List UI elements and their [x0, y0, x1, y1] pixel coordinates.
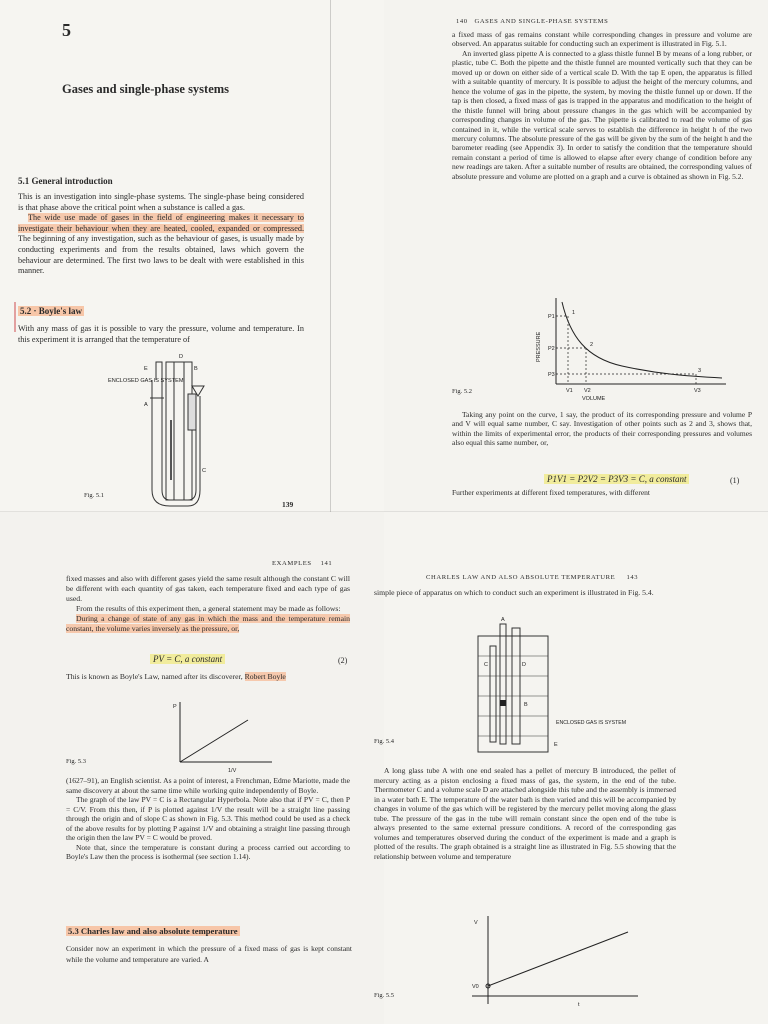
volume-scale: [512, 628, 520, 744]
letter-d: D: [522, 662, 526, 668]
straight-line: [488, 932, 628, 986]
letter-a: A: [144, 402, 148, 408]
highlighted-text: During a change of state of any gas in which the mass and the temperature remain constant, the volume varies inversely as the pressure, or,: [66, 613, 350, 633]
paragraph-text: This is known as Boyle's Law, named after its discoverer,: [66, 672, 245, 681]
section-5-1-body: [18, 192, 304, 277]
paragraph-text: simple piece of apparatus on which to conduct such an experiment is illustrated in Fig. 5.4.: [374, 588, 654, 597]
equation-1-number: (1): [730, 476, 740, 485]
tick-p2: P2: [548, 346, 555, 352]
running-head-page-number: 143: [626, 574, 639, 581]
page-140-body: [452, 30, 752, 181]
section-5-3-heading-text: 5.3 Charles law and also absolute temperature: [68, 926, 238, 936]
section-5-3-heading: [66, 926, 240, 936]
running-head-page-number: 141: [320, 560, 333, 567]
x-axis-label: VOLUME: [582, 396, 606, 402]
letter-b: B: [524, 702, 528, 708]
page-141: [0, 512, 384, 1024]
paragraph: a fixed mass of gas remains constant while corresponding changes in pressure and volume are observed. An apparatus suitable for conducting such an experiment is illustrated in Fig. 5.1.: [452, 30, 752, 49]
paragraph-text: Taking any point on the curve, 1 say, the product of its corresponding pressure and volume P and V will equal same number, C say. Investigation of other points such as 2 and 3, shows that, within the limits of experimental error, the products of their corresponding pressures and volumes also equal this same number, or,: [452, 410, 752, 448]
tick-v1: V1: [566, 388, 573, 394]
paragraph: fixed masses and also with different gases yield the same result although the constant C will be different with each quantity of gas taken, each temperature fixed and each type of gas used.: [66, 574, 350, 603]
straight-line: [180, 720, 248, 762]
letter-b: B: [194, 366, 198, 372]
page-gutter: [330, 0, 331, 512]
glass-tube: [500, 624, 506, 744]
chapter-title: Gases and single-phase systems: [62, 82, 230, 96]
letter-d: D: [179, 354, 184, 360]
paragraph: From the results of this experiment then, a general statement may be made as follows:: [76, 603, 341, 613]
paragraph-text: The beginning of any investigation, such as the behaviour of gases, is usually made by conducting experiments and from the results obtained, laws which govern the behaviour are determined. The first two laws to be dealt with were established in this manner.: [18, 234, 304, 276]
equation-2-number: (2): [338, 656, 348, 665]
v0-label: V0: [472, 984, 479, 990]
page-140: [384, 0, 768, 512]
fig-5-1-label: Fig. 5.1: [84, 492, 105, 499]
paragraph: [18, 213, 304, 277]
highlighted-text: The wide use made of gases in the field of engineering makes it necessary to investigate their behaviour when they are heated, cooled, expanded or compressed.: [18, 213, 304, 233]
running-head-title: EXAMPLES: [272, 560, 312, 567]
running-head: [272, 560, 332, 567]
section-5-2-heading: [18, 306, 84, 316]
running-head: [456, 18, 608, 25]
tick-v3: V3: [694, 388, 701, 394]
fig-5-4-label: Fig. 5.4: [374, 738, 395, 745]
fig-5-1-apparatus-diagram: [104, 350, 234, 506]
water-bath: [478, 636, 548, 752]
y-axis-label: P: [173, 704, 177, 710]
running-head-title: GASES AND SINGLE-PHASE SYSTEMS: [474, 18, 609, 25]
highlighted-statement: [66, 614, 350, 634]
running-head: [426, 574, 638, 581]
equation-2: PV = C, a constant: [150, 654, 225, 664]
running-head-page-number: 140: [456, 18, 468, 25]
letter-c: C: [202, 468, 207, 474]
highlighted-name: Robert Boyle: [244, 672, 286, 681]
enclosed-gas-label: ENCLOSED GAS IS SYSTEM: [556, 720, 627, 726]
paragraph-text: A long glass tube A with one end sealed has a pellet of mercury B introduced, the pellet of mercury acting as a piston enclosing a fixed mass of gas, the system, in the end of the tube. Thermometer C and a volume scale D are attached alongside this tube and the assembly is immersed in a water bath E. The temperature of the water bath is then varied and this will be accompanied by changes in volume of the gas which will be registered by the mercury pellet moving along the glass tube. The pressure of the gas in the tube will remain constant since the open end of the tube is always presented to the same external pressure conditions. A record of the corresponding gas volumes and temperatures observed during the conduct of the experiment is made and a graph is plotted of the results. The graph obtained is a straight line as illustrated in Fig. 5.5 showing that the relationship between volume and temperature: [374, 766, 676, 861]
paragraph: Further experiments at different fixed temperatures, with different: [452, 488, 650, 497]
paragraph: This is an investigation into single-phase systems. The single-phase being considered is that phase above the critical point when a substance is called a gas.: [18, 192, 304, 212]
y-axis-label: V: [474, 920, 478, 926]
thermometer: [490, 646, 496, 742]
page-141-body-top: [66, 574, 350, 633]
paragraph: [452, 410, 752, 448]
enclosed-gas-label: ENCLOSED GAS IS SYSTEM: [108, 378, 184, 384]
paragraph: [66, 672, 352, 683]
section-5-2-heading-text: 5.2 · Boyle's law: [20, 306, 83, 316]
tick-p3: P3: [548, 372, 555, 378]
tick-p1: P1: [548, 314, 555, 320]
paragraph: (1627–91), an English scientist. As a point of interest, a Frenchman, Edme Mariotte, made the same discovery at about the same time while working quite independently of Boyle.: [66, 776, 350, 795]
section-5-2-body: With any mass of gas it is possible to vary the pressure, volume and temperature. In this experiment it is arranged that the temperature of: [18, 324, 304, 344]
letter-c: C: [484, 662, 488, 668]
mercury-pellet: [500, 700, 506, 706]
tick-v2: V2: [584, 388, 591, 394]
fig-5-5-graph: [468, 912, 648, 1012]
y-axis-label: PRESSURE: [536, 331, 542, 362]
letter-e: E: [144, 366, 148, 372]
fig-5-5-label: Fig. 5.5: [374, 992, 395, 999]
point-3-label: 3: [698, 368, 702, 374]
fig-5-2-label: Fig. 5.2: [452, 388, 473, 395]
x-axis-label: t: [578, 1002, 580, 1008]
fig-5-3-label: Fig. 5.3: [66, 758, 87, 765]
paragraph: Note that, since the temperature is constant during a process carried out according to Boyle's Law then the process is isothermal (see section 1.14).: [66, 842, 350, 862]
page-143: [374, 512, 768, 1024]
page-141-body-bottom: [66, 776, 350, 862]
page-number: 139: [282, 500, 294, 509]
letter-e: E: [554, 742, 558, 748]
fig-5-2-pv-graph: [526, 296, 736, 406]
sheet-divider: [0, 511, 768, 512]
point-1-label: 1: [572, 310, 576, 316]
paragraph: [374, 588, 676, 599]
isotherm-curve: [562, 302, 722, 378]
paragraph: The graph of the law PV = C is a Rectangular Hyperbola. Note also that if PV = C, then P = C/V. From this then, if P is plotted against 1/V the result will be a straight line passing through the origin and of slope C as shown in Fig. 5.3. This method could be used as a check of the above results for by plotting P against 1/V and obtaining a straight line passing through the origin then the law PV = C would be proved.: [66, 795, 350, 843]
paragraph: An inverted glass pipette A is connected to a glass thistle funnel B by means of a long rubber, or plastic, tube C. Both the pipette and the thistle funnel are mounted vertically such that they can be moved up or down on either side of a vertical scale D. With the tap E open, the apparatus is filled with a suitable quantity of mercury. It is possible to adjust the height of the mercury columns, and hence the volume of gas in the pipette, the system, by moving the thistle funnel up or down. If the tap is then closed, a fixed mass of gas is trapped in the apparatus and modification to the height of the thistle funnel will bring about pressure changes in the gas which will be accompanied by corresponding changes in volume of the gas. The pipette is calibrated to read the volume of gas contained in it, while the vertical scale serves to establish the difference in height h of the two mercury columns. The absolute pressure of the gas will be given by the sum of the height h and the barometer reading (see Appendix 3). In order to satisfy the condition that the temperature should remain constant a period of time is allowed to elapse after every change of condition before any new readings are taken. After a suitable number of results are obtained, the corresponding values of absolute pressure and volume are plotted on a graph and a curve is obtained as shown in Fig. 5.2.: [452, 48, 752, 181]
section-5-1-heading: 5.1 General introduction: [18, 176, 113, 186]
chapter-number: 5: [62, 20, 71, 40]
point-2-label: 2: [590, 342, 594, 348]
x-axis-label: 1/V: [228, 768, 237, 774]
equation-1: P1V1 = P2V2 = P3V3 = C, a constant: [544, 474, 689, 484]
page-139: [0, 0, 384, 512]
letter-a: A: [501, 617, 505, 623]
paragraph: Consider now an experiment in which the pressure of a fixed mass of gas is kept constant while the volume and temperature are varied. A: [66, 944, 352, 964]
margin-mark: [14, 302, 16, 332]
page-143-body: [374, 766, 676, 861]
running-head-title: CHARLES LAW AND ALSO ABSOLUTE TEMPERATURE: [426, 574, 616, 581]
fig-5-4-apparatus-diagram: [470, 616, 627, 756]
fig-5-3-graph: [168, 698, 278, 776]
